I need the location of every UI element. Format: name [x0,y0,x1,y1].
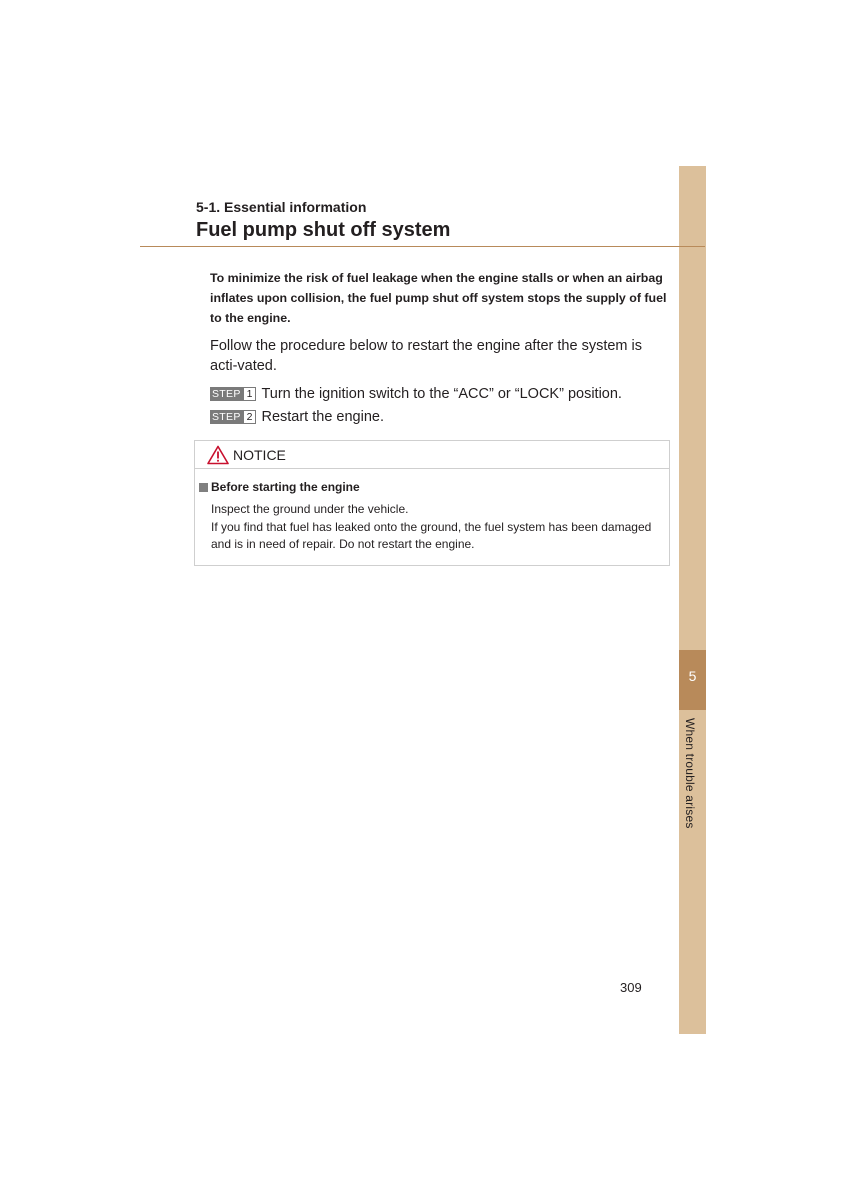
section-label: 5-1. Essential information [196,199,367,215]
chapter-title: When trouble arises [683,718,697,829]
page-number: 309 [620,980,642,995]
step-1 [210,384,622,404]
step-number: 1 [243,387,257,401]
notice-header [195,441,669,469]
intro-paragraph: To minimize the risk of fuel leakage when the engine stalls or when an airbag inflates upon collision, the fuel pump shut off system stops the supply of fuel to the engine. [210,271,667,325]
step-text: Turn the ignition switch to the “ACC” or “LOCK” position. [261,386,622,402]
step-2 [210,407,384,427]
notice-box [194,440,670,566]
step-badge: STEP [212,411,241,423]
step-number: 2 [243,410,257,424]
notice-subheading [199,480,360,494]
step-badge: STEP [212,388,241,400]
procedure-paragraph: Follow the procedure below to restart the engine after the system is acti-vated. [210,338,642,374]
notice-body [211,501,669,554]
step-text: Restart the engine. [261,409,384,425]
notice-line: Inspect the ground under the vehicle. [211,502,409,516]
notice-subheading-text: Before starting the engine [211,480,360,494]
notice-label: NOTICE [233,446,286,463]
title-divider [140,246,705,247]
notice-line: If you find that fuel has leaked onto the ground, the fuel system has been damaged and is in need of repair. Do not restart the engine. [211,519,652,551]
warning-triangle-icon [207,445,229,465]
square-bullet-icon [199,483,208,492]
page-title: Fuel pump shut off system [196,219,451,241]
chapter-side-tab [679,166,706,1034]
chapter-number: 5 [688,668,697,684]
